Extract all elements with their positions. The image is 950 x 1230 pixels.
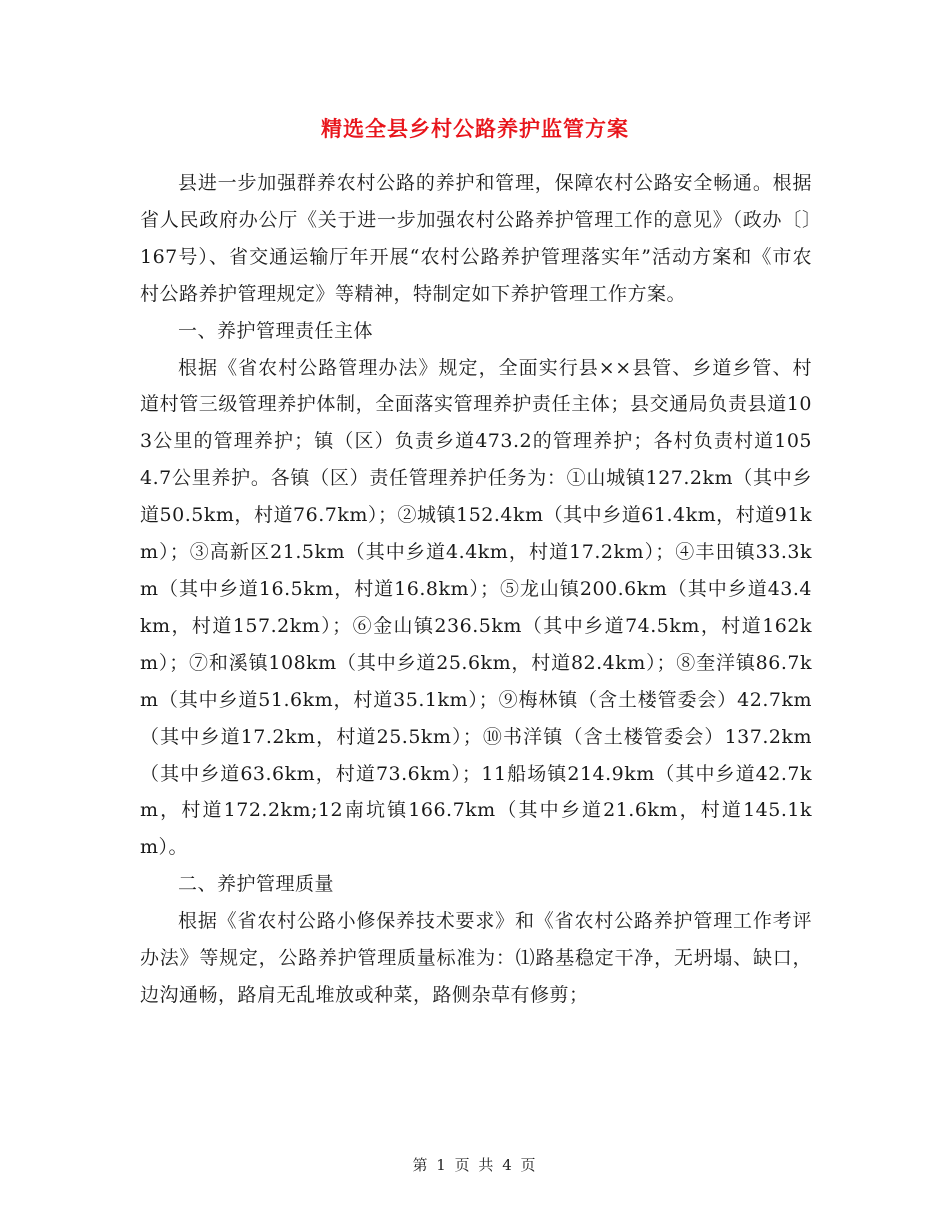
- total-pages-number: 4: [502, 1156, 514, 1174]
- page-footer: [0, 1154, 950, 1176]
- section-heading-2: 二、养护管理质量: [178, 873, 335, 896]
- current-page-number: 1: [436, 1156, 448, 1174]
- footer-total-prefix: 共: [478, 1156, 496, 1174]
- page-title: 精选全县乡村公路养护监管方案: [321, 116, 629, 141]
- responsibility-paragraph: 根据《省农村公路管理办法》规定，全面实行县××县管、乡道乡管、村道村管三级管理养护体制，全面落实管理养护责任主体；县交通局负责县道103公里的管理养护；镇（区）负责乡道473.2的管理养护；各村负责村道1054.7公里养护。各镇（区）责任管理养护任务为：①山城镇127.2km（其中乡道50.5km，村道76.7km）；②城镇152.4km（其中乡道61.4km，村道91km）；③高新区21.5km（其中乡道4.4km，村道17.2km）；④丰田镇33.3km（其中乡道16.5km，村道16.8km）；⑤龙山镇200.6km（其中乡道43.4km，村道157.2km）；⑥金山镇236.5km（其中乡道74.5km，村道162km）；⑦和溪镇108km（其中乡道25.6km，村道82.4km）；⑧奎洋镇86.7km（其中乡道51.6km，村道35.1km）；⑨梅林镇（含土楼管委会）42.7km（其中乡道17.2km，村道25.5km）；⑩书洋镇（含土楼管委会）137.2km（其中乡道63.6km，村道73.6km）；11船场镇214.9km（其中乡道42.7km，村道172.2km;12南坑镇166.7km（其中乡道21.6km，村道145.1km）。: [140, 356, 812, 859]
- footer-prefix: 第: [412, 1156, 430, 1174]
- document-body: [140, 165, 812, 1014]
- section-heading-1: 一、养护管理责任主体: [178, 319, 374, 342]
- footer-total-suffix: 页: [520, 1156, 538, 1174]
- intro-paragraph: 县进一步加强群养农村公路的养护和管理，保障农村公路安全畅通。根据省人民政府办公厅《关于进一步加强农村公路养护管理工作的意见》（政办〔〕167号）、省交通运输厅年开展“农村公路养护管理落实年”活动方案和《市农村公路养护管理规定》等精神，特制定如下养护管理工作方案。: [140, 172, 812, 305]
- quality-paragraph: 根据《省农村公路小修保养技术要求》和《省农村公路养护管理工作考评办法》等规定，公路养护管理质量标准为：⑴路基稳定干净，无坍塌、缺口，边沟通畅，路肩无乱堆放或种菜，路侧杂草有修剪；: [140, 910, 812, 1006]
- footer-page-word: 页: [454, 1156, 472, 1174]
